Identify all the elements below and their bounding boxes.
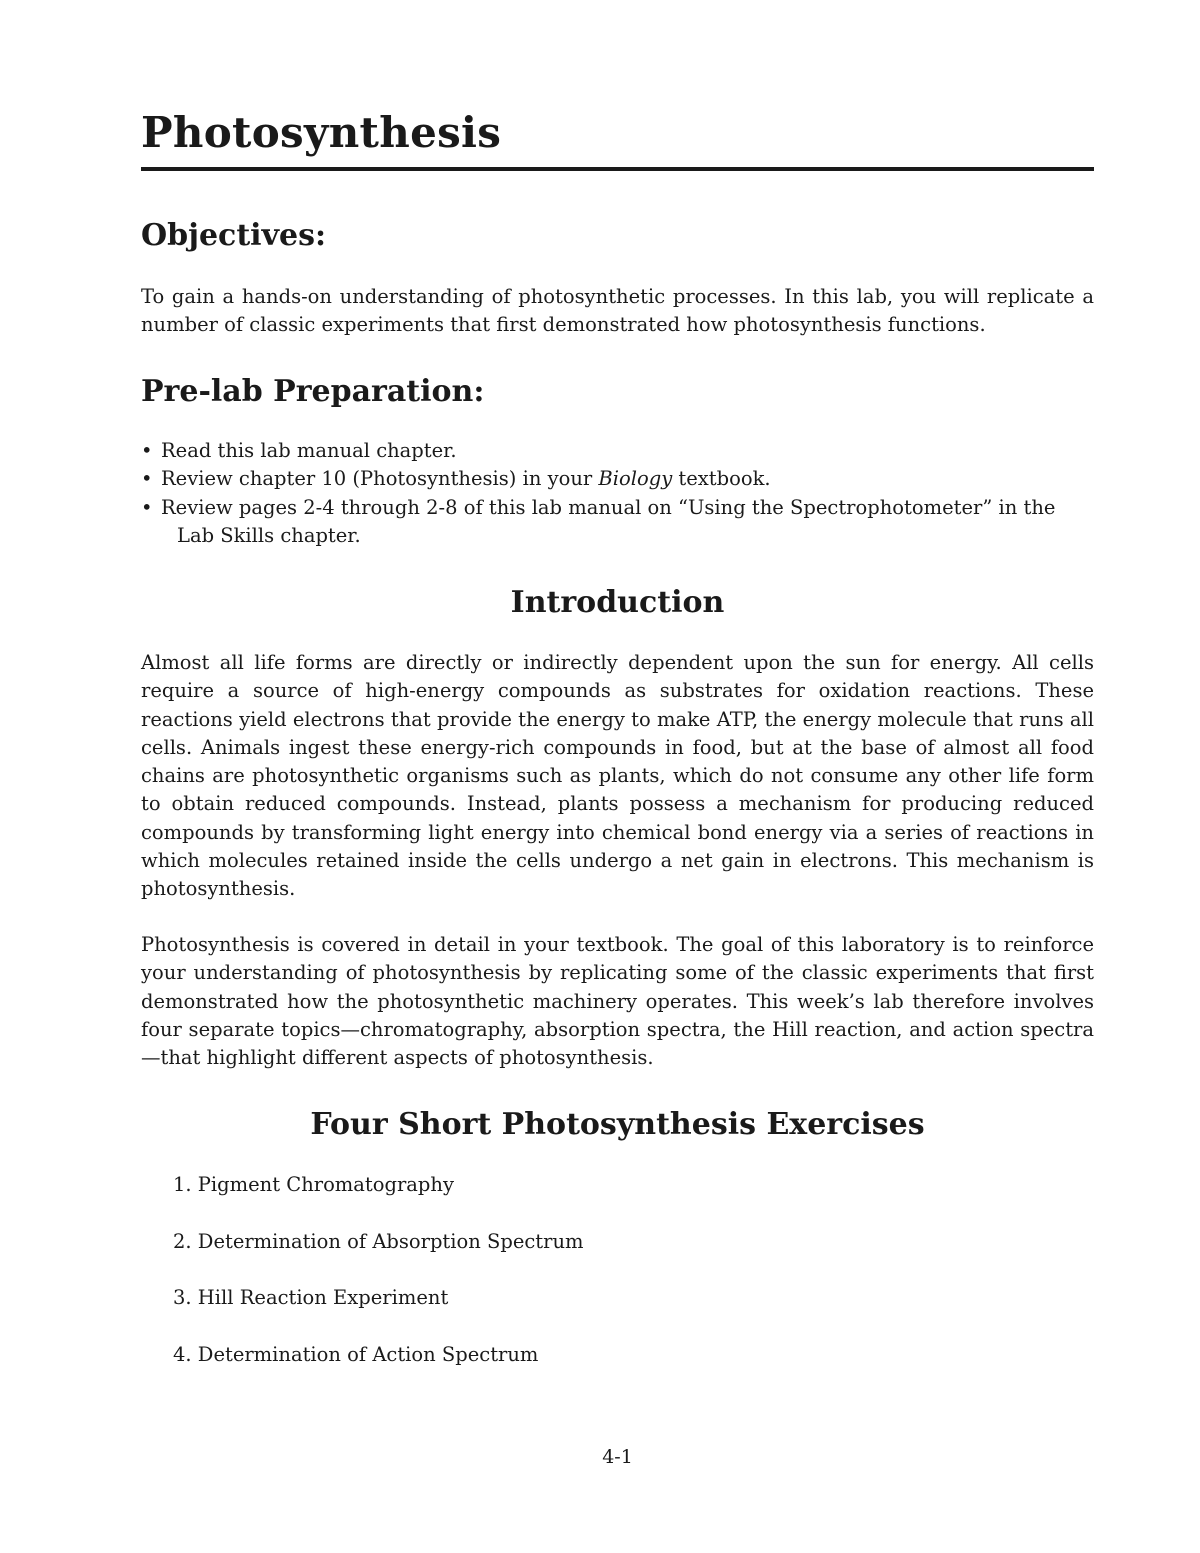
bullet-icon: • — [141, 439, 153, 462]
prelab-list — [141, 437, 1094, 550]
exercises-list — [173, 1171, 584, 1398]
prelab-item — [141, 494, 1094, 551]
bullet-icon: • — [141, 467, 153, 491]
introduction-paragraph-2: Photosynthesis is covered in detail in your textbook. The goal of this laboratory is to reinforce your understanding of photosynthesis by replicating some of the classic experiments that first demonstrated how the photosynthetic machinery operates. This week’s lab therefore involves four separate topics—chromatography, absorption spectra, the Hill reaction, and action spectra—that highlight different aspects of photosynthesis. — [141, 933, 1094, 1070]
objectives-heading: Objectives: — [141, 218, 327, 253]
exercises-heading: Four Short Photosynthesis Exercises — [310, 1107, 925, 1142]
exercise-item: 2. Determination of Absorption Spectrum — [173, 1229, 584, 1253]
prelab-heading: Pre-lab Preparation: — [141, 374, 485, 409]
objectives-text: To gain a hands-on understanding of photosynthetic processes. In this lab, you will replicate a number of classic experiments that first demonstrated how photosynthesis functions. — [141, 285, 1094, 337]
exercise-item: 4. Determination of Action Spectrum — [173, 1343, 539, 1367]
page-title: Photosynthesis — [141, 108, 502, 157]
prelab-item-italic: Biology — [598, 467, 673, 491]
prelab-item — [141, 437, 1094, 465]
page-number: 4-1 — [602, 1446, 633, 1468]
exercise-item: 1. Pigment Chromatography — [173, 1173, 454, 1196]
document-page — [141, 0, 1094, 1553]
prelab-item-text: Review pages 2-4 through 2-8 of this lab manual on “Using the Spectrophotometer” in the Lab Skills chapter. — [161, 495, 1056, 547]
prelab-item-text: Review chapter 10 (Photosynthesis) in your — [161, 467, 599, 491]
introduction-paragraph-1: Almost all life forms are directly or indirectly dependent upon the sun for energy. All cells require a source of high-energy compounds as substrates for oxidation reactions. These reactions yield electrons that provide the energy to make ATP, the energy molecule that runs all cells. Animals ingest these energy-rich compounds in food, but at the base of almost all food chains are photosynthetic organisms such as plants, which do not consume any other life form to obtain reduced compounds. Instead, plants possess a mechanism for producing reduced compounds by transforming light energy into chemical bond energy via a series of reactions in which molecules retained inside the cells undergo a net gain in electrons. This mechanism is photosynthesis. — [141, 651, 1094, 901]
title-rule-divider — [141, 167, 1094, 171]
bullet-icon: • — [141, 495, 153, 519]
prelab-item-text: textbook. — [672, 467, 771, 491]
exercise-item: 3. Hill Reaction Experiment — [173, 1286, 449, 1310]
prelab-item — [141, 465, 1094, 493]
prelab-item-text: Read this lab manual chapter. — [161, 439, 457, 462]
introduction-heading: Introduction — [510, 585, 725, 620]
